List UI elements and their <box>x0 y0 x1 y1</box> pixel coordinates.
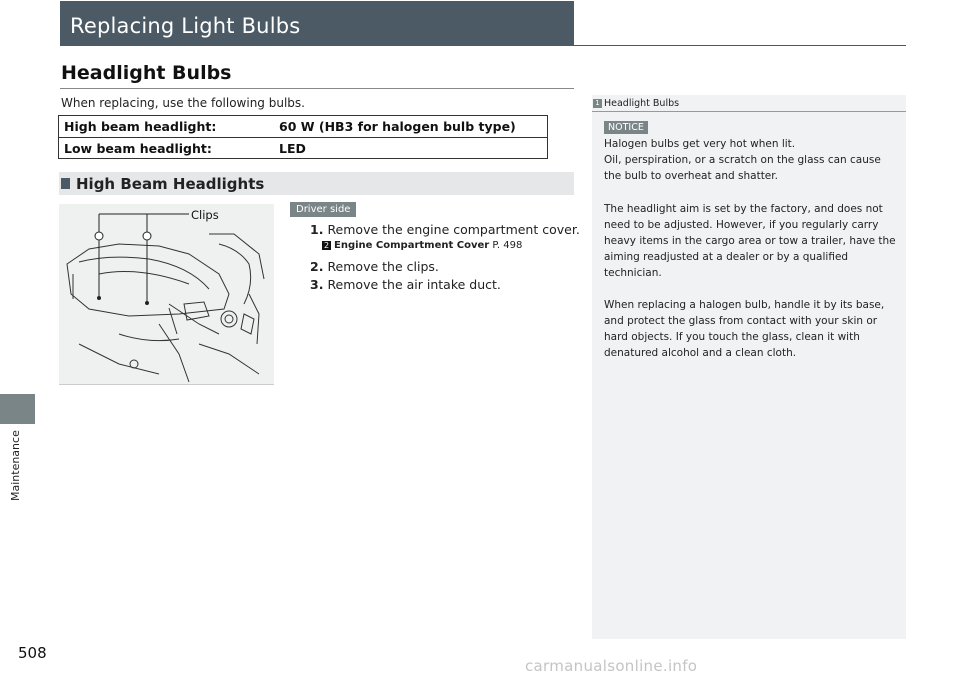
note-paragraph-1: Halogen bulbs get very hot when lit. <box>604 138 796 150</box>
note-paragraph-4: When replacing a halogen bulb, handle it by its base, and protect the glass from contact with your skin or hard objects. If you touch the glass, clean it with denatured alcohol and a clean cloth. <box>604 299 885 359</box>
engine-drawing <box>59 204 274 384</box>
subsection-heading: High Beam Headlights <box>76 175 265 193</box>
notice-badge: NOTICE <box>604 121 648 134</box>
page-number: 508 <box>18 644 47 662</box>
step-text: Remove the engine compartment cover. <box>327 222 580 237</box>
step-text: Remove the air intake duct. <box>327 277 501 292</box>
step-3 <box>310 277 501 292</box>
side-tab-marker <box>0 394 35 424</box>
side-tab-label: Maintenance <box>9 430 22 501</box>
intro-text: When replacing, use the following bulbs. <box>61 96 305 110</box>
note-paragraph-2: Oil, perspiration, or a scratch on the glass can cause the bulb to overheat and shatter. <box>604 154 881 182</box>
note-marker-icon: 1 <box>593 99 602 108</box>
engine-illustration <box>59 204 274 385</box>
spec-row-high-beam <box>59 116 547 137</box>
driver-side-badge: Driver side <box>290 202 356 217</box>
subsection-square-icon <box>61 178 70 189</box>
section-heading: Headlight Bulbs <box>61 62 232 84</box>
step-number: 2. <box>310 259 324 274</box>
xref-title: Engine Compartment Cover <box>334 240 490 251</box>
spec-row-low-beam <box>59 138 547 159</box>
watermark-text: carmanualsonline.info <box>525 657 698 675</box>
step-1 <box>310 222 580 237</box>
spec-label: Low beam headlight: <box>64 141 212 156</box>
bulb-spec-table <box>58 115 548 159</box>
spec-value: 60 W (HB3 for halogen bulb type) <box>279 119 516 134</box>
title-rule <box>574 45 906 46</box>
spec-label: High beam headlight: <box>64 119 217 134</box>
cross-reference-link[interactable] <box>322 240 522 251</box>
section-rule <box>60 88 574 89</box>
spec-value: LED <box>279 141 306 156</box>
step-text: Remove the clips. <box>327 259 439 274</box>
note-paragraph-3: The headlight aim is set by the factory, and does not need to be adjusted. However, if you regularly carry heavy items in the cargo area or tow a trailer, have the aiming readjusted at a dealer or by a qualified technician. <box>604 203 896 279</box>
xref-page: P. 498 <box>492 240 523 251</box>
notes-heading: Headlight Bulbs <box>604 98 680 109</box>
step-2 <box>310 259 439 274</box>
page-title: Replacing Light Bulbs <box>70 14 301 38</box>
figure-callout-clips: Clips <box>191 208 219 222</box>
notes-rule <box>592 111 906 112</box>
step-number: 3. <box>310 277 324 292</box>
step-number: 1. <box>310 222 324 237</box>
reference-arrow-icon: 2 <box>323 241 330 250</box>
